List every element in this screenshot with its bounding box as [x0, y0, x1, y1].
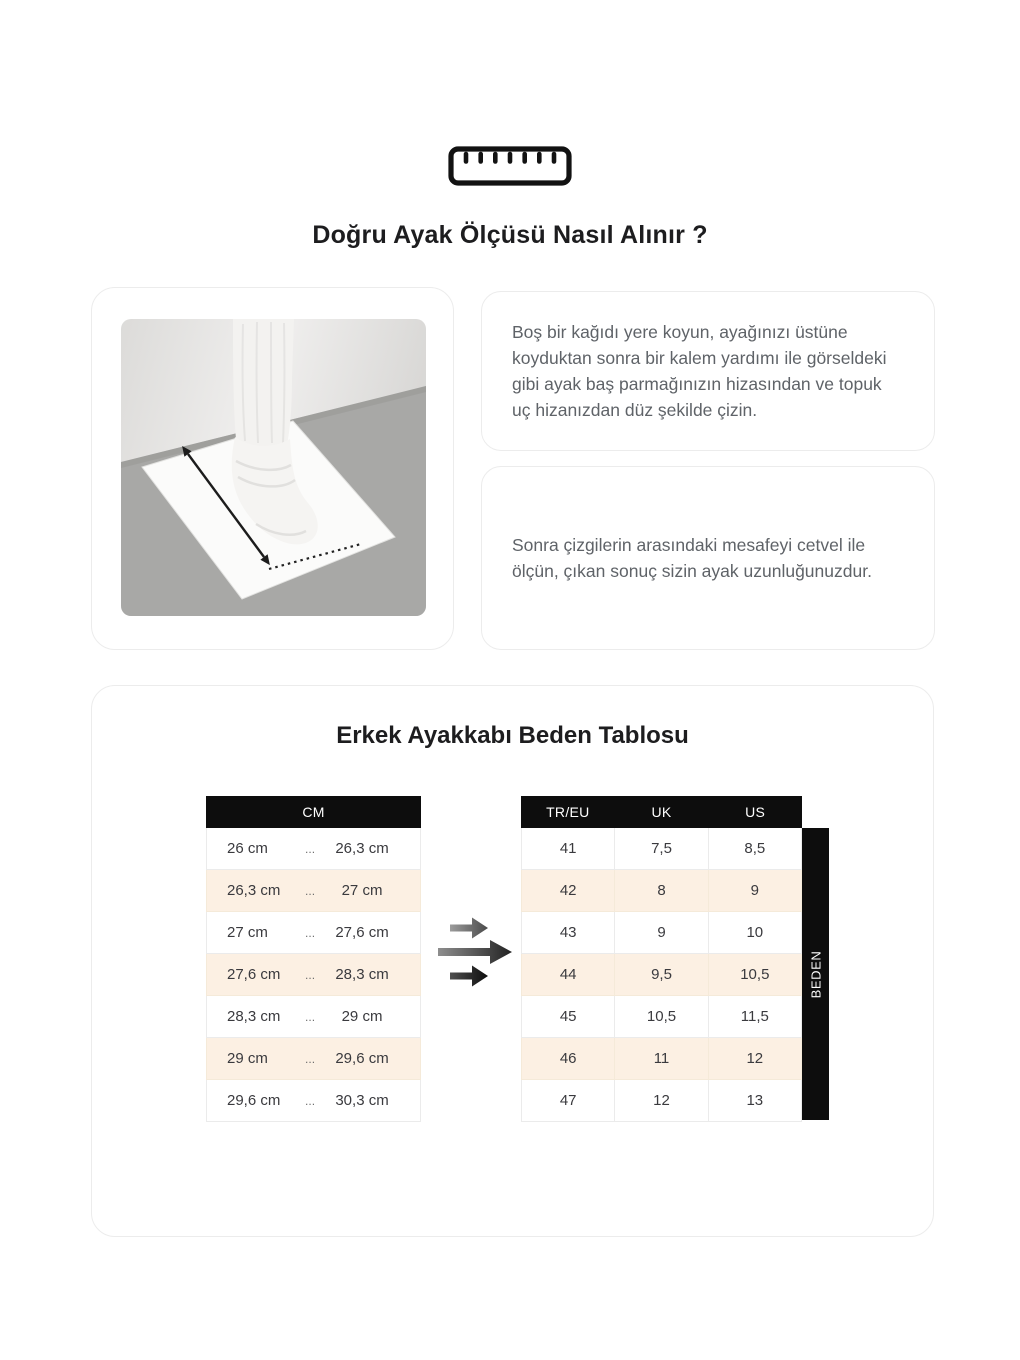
international-size-table	[521, 796, 802, 1122]
table-row: 44 9,5 10,5	[521, 954, 802, 996]
table-row: 42 8 9	[521, 870, 802, 912]
ruler-icon	[0, 146, 1020, 186]
instruction-step-2: Sonra çizgilerin arasındaki mesafeyi cetvel ile ölçün, çıkan sonuç sizin ayak uzunluğunuzdur.	[512, 535, 872, 581]
cm-range-table	[206, 796, 421, 1122]
instruction-step-1: Boş bir kağıdı yere koyun, ayağınızı üstüne koyduktan sonra bir kalem yardımı ile görseldeki gibi ayak baş parmağınızın hizasından ve topuk uç hizanızdan düz şekilde çizin.	[512, 322, 887, 420]
size-table-title: Erkek Ayakkabı Beden Tablosu	[336, 722, 689, 749]
size-table-card	[91, 685, 934, 1237]
table-row: 29 cm ... 29,6 cm	[206, 1038, 421, 1080]
triple-right-arrows-icon	[436, 916, 516, 988]
table-row: 28,3 cm ... 29 cm	[206, 996, 421, 1038]
cm-table-header: CM	[206, 796, 421, 828]
table-row: 45 10,5 11,5	[521, 996, 802, 1038]
beden-side-label: BEDEN	[802, 828, 829, 1120]
table-row: 46 11 12	[521, 1038, 802, 1080]
table-row: 27,6 cm ... 28,3 cm	[206, 954, 421, 996]
table-row: 29,6 cm ... 30,3 cm	[206, 1080, 421, 1122]
foot-measurement-image-card	[91, 287, 454, 650]
table-row: 26 cm ... 26,3 cm	[206, 828, 421, 870]
page-title: Doğru Ayak Ölçüsü Nasıl Alınır ?	[312, 221, 708, 249]
table-row: 26,3 cm ... 27 cm	[206, 870, 421, 912]
table-row: 47 12 13	[521, 1080, 802, 1122]
table-row: 43 9 10	[521, 912, 802, 954]
table-row: 27 cm ... 27,6 cm	[206, 912, 421, 954]
size-table-header-row: TR/EU UK US	[521, 796, 802, 828]
instruction-card-1	[481, 291, 935, 451]
table-row: 41 7,5 8,5	[521, 828, 802, 870]
foot-measurement-photo	[121, 319, 426, 616]
instruction-card-2	[481, 466, 935, 650]
